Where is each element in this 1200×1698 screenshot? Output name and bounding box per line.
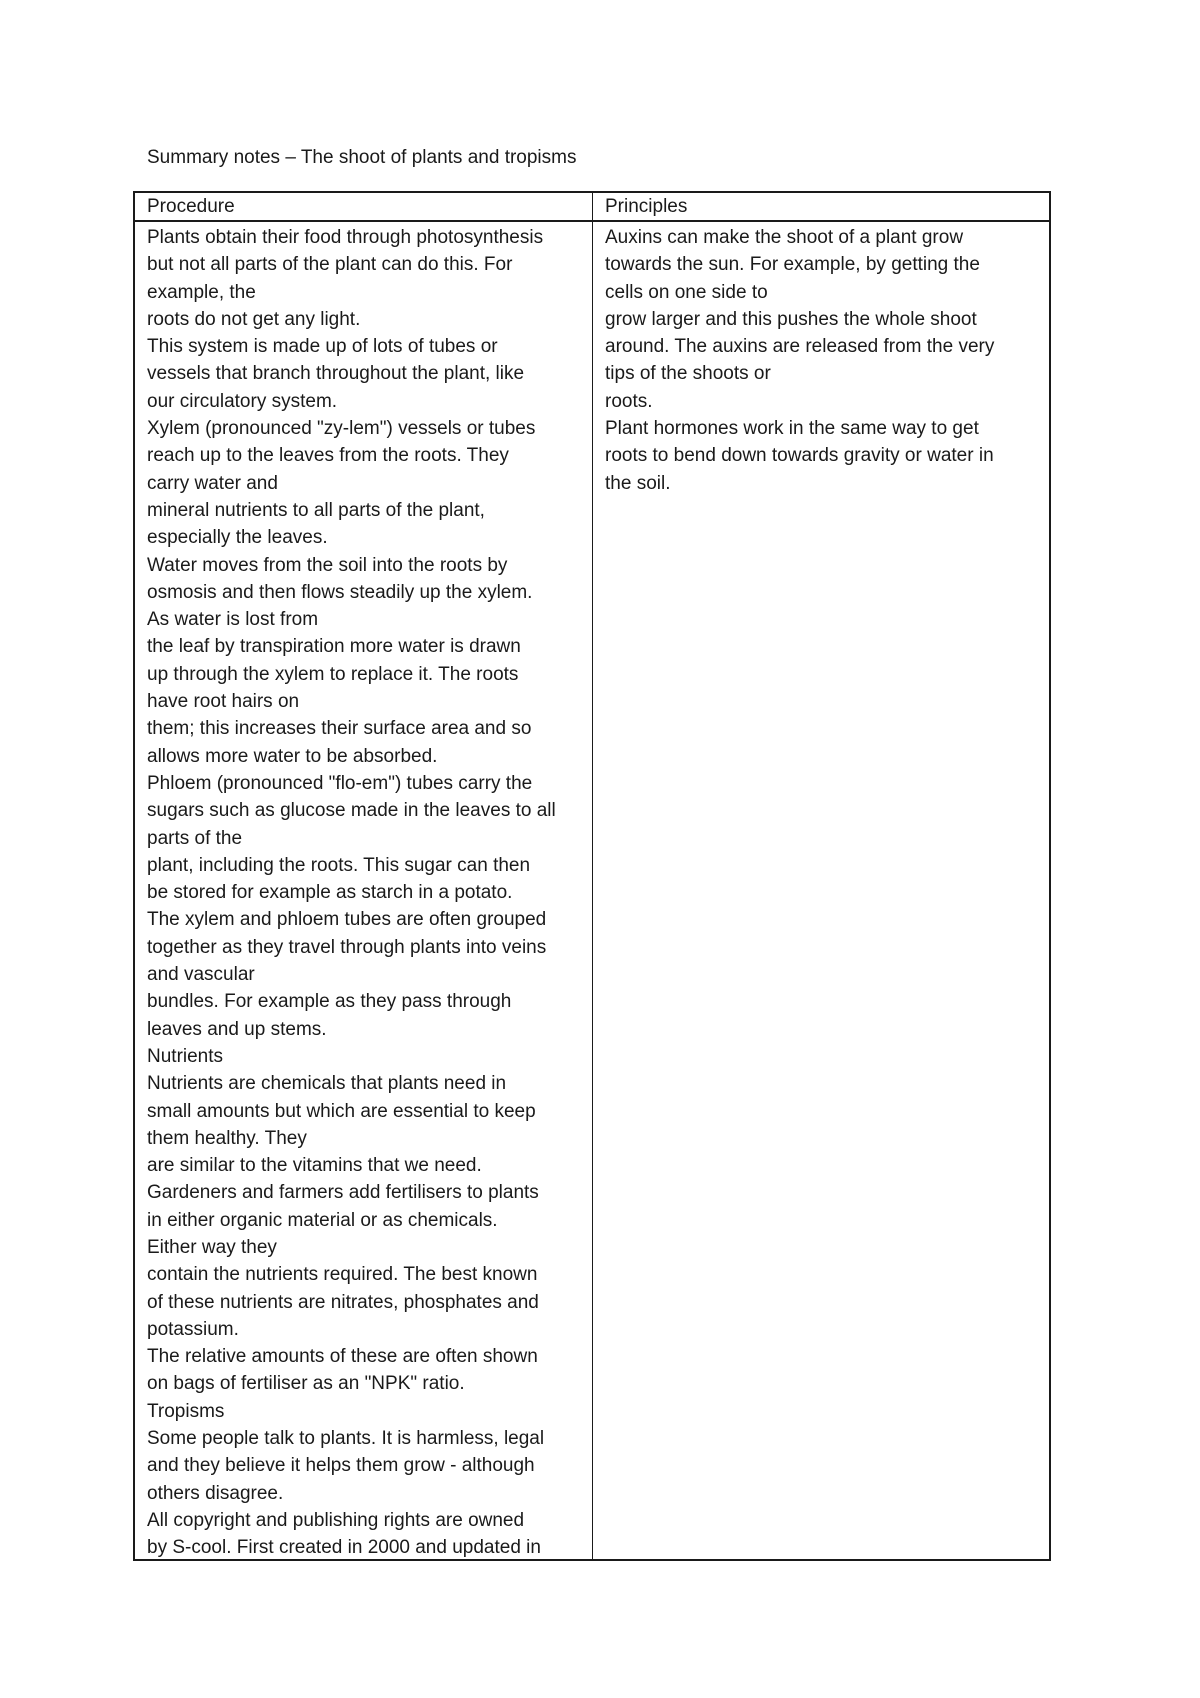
procedure-text-line: by S-cool. First created in 2000 and updated in bbox=[147, 1537, 541, 1559]
procedure-text-line: bundles. For example as they pass through bbox=[147, 991, 512, 1013]
procedure-text-line: All copyright and publishing rights are owned bbox=[147, 1509, 525, 1531]
principles-text-line: around. The auxins are released from the very bbox=[605, 336, 995, 358]
procedure-text-line: our circulatory system. bbox=[147, 390, 338, 412]
procedure-text-line: leaves and up stems. bbox=[147, 1018, 327, 1040]
procedure-text-line: others disagree. bbox=[147, 1482, 284, 1504]
procedure-text-line: The xylem and phloem tubes are often grouped bbox=[147, 909, 547, 931]
procedure-text-line: and vascular bbox=[147, 964, 255, 986]
procedure-text-line: of these nutrients are nitrates, phosphates and bbox=[147, 1291, 539, 1313]
principles-text-line: roots. bbox=[605, 390, 653, 412]
procedure-text-line: Plants obtain their food through photosynthesis bbox=[147, 227, 544, 248]
document-title: Summary notes – The shoot of plants and tropisms bbox=[147, 147, 577, 168]
procedure-text-line: Phloem (pronounced "flo-em") tubes carry the bbox=[147, 772, 533, 794]
procedure-text-line: reach up to the leaves from the roots. They bbox=[147, 445, 509, 467]
principles-cell bbox=[605, 224, 1047, 497]
procedure-text-line: The relative amounts of these are often shown bbox=[147, 1346, 538, 1368]
procedure-text-line: be stored for example as starch in a potato. bbox=[147, 882, 513, 904]
procedure-text-line: on bags of fertiliser as an "NPK" ratio. bbox=[147, 1373, 465, 1395]
procedure-text-line: in either organic material or as chemicals. bbox=[147, 1209, 498, 1231]
principles-text-line: tips of the shoots or bbox=[605, 363, 771, 385]
procedure-header: Procedure bbox=[147, 196, 235, 217]
principles-text-line: towards the sun. For example, by getting the bbox=[605, 254, 980, 276]
principles-text-line: Plant hormones work in the same way to get bbox=[605, 418, 979, 440]
procedure-text-line: them healthy. They bbox=[147, 1127, 307, 1149]
procedure-text-line: Nutrients bbox=[147, 1045, 224, 1067]
procedure-text-line: Tropisms bbox=[147, 1400, 225, 1422]
procedure-text-line: mineral nutrients to all parts of the plant, bbox=[147, 499, 485, 521]
procedure-text-line: together as they travel through plants into veins bbox=[147, 936, 547, 958]
procedure-text-line: plant, including the roots. This sugar can then bbox=[147, 854, 531, 876]
procedure-text-line: parts of the bbox=[147, 827, 243, 849]
principles-text-line: grow larger and this pushes the whole shoot bbox=[605, 308, 977, 330]
procedure-text-line: small amounts but which are essential to keep bbox=[147, 1100, 536, 1122]
procedure-text-line: carry water and bbox=[147, 472, 278, 494]
procedure-text-line: and they believe it helps them grow - although bbox=[147, 1455, 535, 1477]
principles-header: Principles bbox=[605, 196, 688, 217]
principles-text-line: roots to bend down towards gravity or water in bbox=[605, 445, 994, 467]
principles-text-line: the soil. bbox=[605, 472, 671, 494]
procedure-text-line: example, the bbox=[147, 281, 256, 303]
procedure-text-line: especially the leaves. bbox=[147, 527, 328, 549]
column-divider bbox=[592, 193, 593, 1559]
procedure-text-line: sugars such as glucose made in the leaves to all bbox=[147, 800, 556, 822]
procedure-text-line: contain the nutrients required. The best known bbox=[147, 1264, 538, 1286]
procedure-text-line: Xylem (pronounced "zy-lem") vessels or tubes bbox=[147, 418, 536, 440]
procedure-cell bbox=[147, 224, 587, 1562]
procedure-text-line: This system is made up of lots of tubes or bbox=[147, 336, 498, 358]
procedure-text-line: roots do not get any light. bbox=[147, 308, 361, 330]
procedure-text-line: but not all parts of the plant can do this. For bbox=[147, 254, 513, 276]
procedure-text-line: potassium. bbox=[147, 1318, 239, 1340]
procedure-text-line: up through the xylem to replace it. The roots bbox=[147, 663, 519, 685]
procedure-text-line: Nutrients are chemicals that plants need in bbox=[147, 1073, 507, 1095]
procedure-text-line: Gardeners and farmers add fertilisers to plants bbox=[147, 1182, 539, 1204]
notes-table bbox=[133, 191, 1051, 1561]
procedure-text-line: Water moves from the soil into the roots by bbox=[147, 554, 508, 576]
principles-text-line: cells on one side to bbox=[605, 281, 768, 303]
procedure-text-line: vessels that branch throughout the plant, like bbox=[147, 363, 525, 385]
procedure-text-line: Either way they bbox=[147, 1236, 277, 1258]
procedure-text-line: have root hairs on bbox=[147, 691, 300, 713]
procedure-text-line: are similar to the vitamins that we need. bbox=[147, 1155, 482, 1177]
procedure-text-line: Some people talk to plants. It is harmless, legal bbox=[147, 1428, 545, 1450]
procedure-text-line: the leaf by transpiration more water is drawn bbox=[147, 636, 521, 658]
procedure-text-line: them; this increases their surface area and so bbox=[147, 718, 532, 740]
procedure-text-line: As water is lost from bbox=[147, 609, 319, 631]
principles-text-line: Auxins can make the shoot of a plant grow bbox=[605, 227, 964, 248]
procedure-text-line: allows more water to be absorbed. bbox=[147, 745, 438, 767]
header-divider bbox=[135, 220, 1049, 222]
procedure-text-line: osmosis and then flows steadily up the xylem. bbox=[147, 581, 533, 603]
